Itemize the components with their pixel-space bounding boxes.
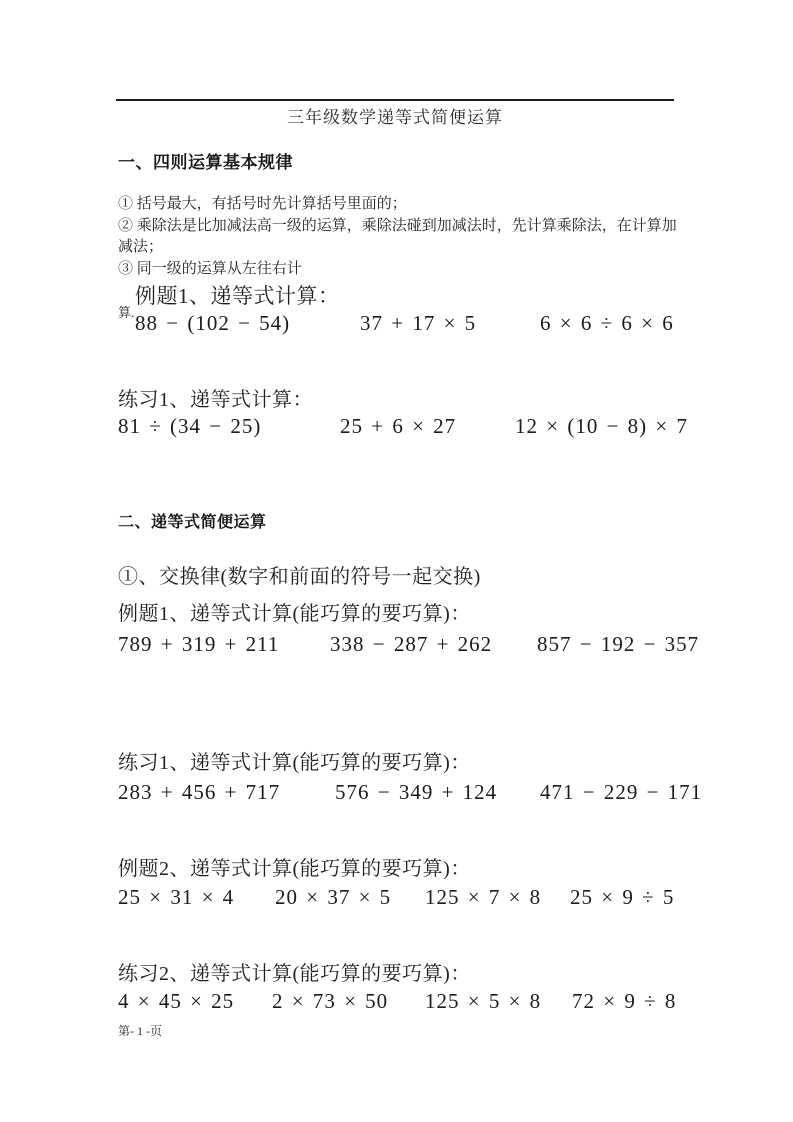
- section2-law1-label: ①、交换律(数字和前面的符号一起交换): [118, 566, 481, 588]
- math-problem: 37 + 17 × 5: [360, 311, 477, 335]
- section2-heading: 二、递等式简便运算: [118, 514, 267, 531]
- rule-item-1: ① 括号最大，有括号时先计算括号里面的；: [118, 196, 407, 212]
- section1-heading: 一、四则运算基本规律: [118, 153, 293, 172]
- section2-example2-problems: [118, 885, 718, 910]
- math-problem: 125 × 7 × 8: [425, 885, 542, 909]
- math-problem: 25 × 31 × 4: [118, 885, 235, 909]
- math-problem: 125 × 5 × 8: [425, 989, 542, 1013]
- math-problem: 789 + 319 + 211: [118, 632, 280, 656]
- math-problem: 88 − (102 − 54): [135, 311, 291, 335]
- math-problem: 25 + 6 × 27: [340, 414, 457, 438]
- section2-example1-problems: [118, 632, 718, 657]
- math-problem: 6 × 6 ÷ 6 × 6: [540, 311, 674, 335]
- section1-example1-label: 例题1、递等式计算：: [135, 284, 340, 308]
- section2-practice2-problems: [118, 989, 718, 1014]
- section2-practice2-label: 练习2、递等式计算(能巧算的要巧算)：: [118, 963, 471, 985]
- math-problem: 283 + 456 + 717: [118, 780, 281, 804]
- section2-practice1-label: 练习1、递等式计算(能巧算的要巧算)：: [118, 752, 471, 774]
- math-problem: 81 ÷ (34 − 25): [118, 414, 262, 438]
- section1-practice1-problems: [118, 414, 718, 439]
- rule3-overflow-text: 算.: [118, 305, 135, 320]
- math-problem: 857 − 192 − 357: [537, 632, 700, 656]
- header-divider: [116, 99, 674, 101]
- section2-practice1-problems: [118, 780, 718, 805]
- math-problem: 2 × 73 × 50: [272, 989, 389, 1013]
- math-problem: 12 × (10 − 8) × 7: [515, 414, 689, 438]
- section1-example1-problems: [118, 311, 735, 336]
- rules-list: [118, 194, 682, 280]
- section1-practice1-label: 练习1、递等式计算：: [118, 389, 313, 411]
- math-problem: 72 × 9 ÷ 8: [572, 989, 677, 1013]
- section2-example1-label: 例题1、递等式计算(能巧算的要巧算)：: [118, 603, 471, 625]
- math-problem: 4 × 45 × 25: [118, 989, 235, 1013]
- math-problem: 338 − 287 + 262: [330, 632, 493, 656]
- section2-example2-label: 例题2、递等式计算(能巧算的要巧算)：: [118, 858, 471, 880]
- rule-item-2: ② 乘除法是比加减法高一级的运算，乘除法碰到加减法时，先计算乘除法，在计算加减法；: [118, 217, 677, 255]
- math-problem: 576 − 349 + 124: [335, 780, 498, 804]
- page-number-footer: 第- 1 -页: [118, 1024, 162, 1038]
- math-problem: 20 × 37 × 5: [275, 885, 392, 909]
- math-problem: 25 × 9 ÷ 5: [570, 885, 675, 909]
- rule-item-3: ③ 同一级的运算从左往右计: [118, 260, 302, 277]
- doc-title: 三年级数学递等式简便运算: [287, 108, 503, 127]
- math-problem: 471 − 229 − 171: [540, 780, 703, 804]
